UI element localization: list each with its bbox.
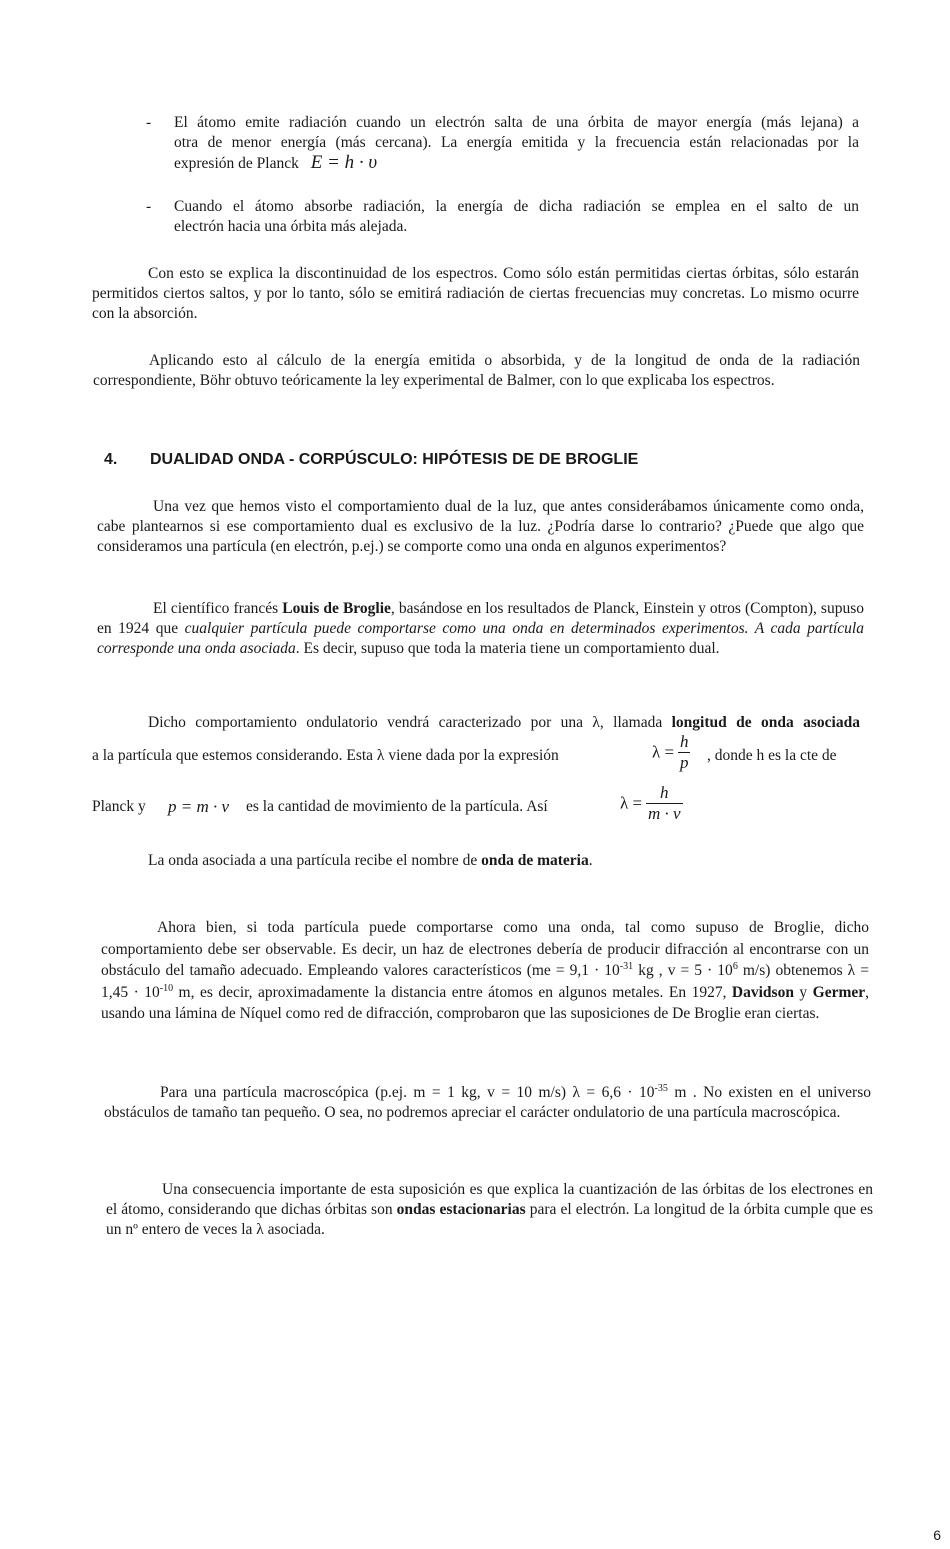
paragraph-davidson-germer bbox=[101, 917, 869, 1025]
fraction-numerator: h bbox=[679, 732, 689, 751]
text-span: Una consecuencia importante de esta suposición es que explica la cuantización de las órbitas de los electrones en el átomo, considerando que dichas órbitas son bbox=[106, 1181, 873, 1218]
paragraph-wavelength-line-2b: , donde h es la cte de bbox=[707, 747, 837, 764]
text-span: kg , v = 5 · 10 bbox=[633, 962, 733, 979]
paragraph-wavelength-line-3b: es la cantidad de movimiento de la partícula. Así bbox=[246, 798, 548, 815]
text-span: Ahora bien, si toda partícula puede comportarse como una onda, tal como supuso de Broglie, dicho comportamiento debe ser observable. Es decir, un haz de electrones debería de producir difracción al encontrarse con un obstáculo del tamaño adecuado. Empleando valores característicos (me = 9,1 · 10 bbox=[101, 919, 869, 979]
fraction-numerator: h bbox=[646, 784, 683, 804]
bullet-dash: - bbox=[146, 114, 152, 131]
bullet-dash: - bbox=[146, 198, 152, 215]
name-germer: Germer bbox=[812, 983, 866, 1001]
de-broglie-formula-mv bbox=[620, 784, 683, 823]
bullet-1-line-3-text: expresión de Planck bbox=[174, 155, 299, 172]
formula-lhs: λ = bbox=[620, 793, 643, 813]
text-span: m, es decir, aproximadamente la distancia entre átomos en algunos metales. En 1927, bbox=[173, 983, 732, 1001]
fraction-h-over-mv bbox=[646, 784, 683, 823]
text-span: a la partícula que estemos considerando. Esta λ viene dada por la expresión bbox=[92, 747, 559, 764]
name-louis-de-broglie: Louis de Broglie bbox=[282, 600, 391, 617]
text-span: , usando una lámina de Níquel como red de difracción, comprobaron que las suposiciones de De Broglie eran ciertas. bbox=[101, 983, 870, 1022]
de-broglie-formula bbox=[652, 733, 690, 772]
exponent: -10 bbox=[159, 982, 174, 994]
text-span: y bbox=[793, 983, 813, 1001]
bullet-1-line-2: otra de menor energía (más cercana). La energía emitida y la frecuencia están relacionadas por la bbox=[174, 134, 859, 151]
text-span: La onda asociada a una partícula recibe el nombre de bbox=[148, 852, 482, 869]
paragraph-matter-wave bbox=[148, 851, 593, 871]
fraction-h-over-p bbox=[678, 733, 691, 772]
exponent: -31 bbox=[619, 961, 634, 972]
bullet-1-text bbox=[174, 113, 859, 174]
fraction-denominator: m · v bbox=[647, 804, 681, 823]
bullet-2-text bbox=[174, 197, 859, 237]
text-span: m/s) obtenemos λ = 1,45 · 10 bbox=[101, 962, 869, 1001]
text-span: Para una partícula macroscópica (p.ej. m = 1 kg, v = 10 m/s) λ = 6,6 · 10 bbox=[160, 1084, 655, 1101]
bullet-1-line-1: El átomo emite radiación cuando un electrón salta de una órbita de mayor energía (más lejana) a bbox=[174, 114, 859, 131]
text-span: El científico francés bbox=[153, 600, 283, 617]
exponent: 6 bbox=[732, 961, 738, 972]
name-davidson: Davidson bbox=[731, 983, 794, 1001]
section-title: DUALIDAD ONDA - CORPÚSCULO: HIPÓTESIS DE DE BROGLIE bbox=[150, 451, 639, 468]
text-span: . bbox=[588, 852, 593, 869]
paragraph-macroscopic bbox=[104, 1083, 871, 1123]
paragraph-dual-question: Una vez que hemos visto el comportamiento dual de la luz, que antes considerábamos únicamente como onda, cabe plantearnos si ese comportamiento dual es exclusivo de la luz. ¿Podría darse lo contrario? ¿Puede que algo que consideramos una partícula (en electrón, p.ej.) se comporte como una onda en algunos experimentos? bbox=[97, 498, 864, 555]
paragraph-bohr: Aplicando esto al cálculo de la energía emitida o absorbida, y de la longitud de onda de la radiación correspondiente, Böhr obtuvo teóricamente la ley experimental de Balmer, con lo que explicaba los espectros. bbox=[93, 352, 860, 389]
page-number: 6 bbox=[933, 1527, 941, 1543]
paragraph-spectra: Con esto se explica la discontinuidad de los espectros. Como sólo están permitidas ciertas órbitas, sólo estarán permitidos ciertos saltos, y por lo tanto, sólo se emitirá radiación de ciertas frecuencias muy concretas. Lo mismo ocurre con la absorción. bbox=[92, 265, 859, 322]
formula-lhs: λ = bbox=[652, 742, 675, 762]
text-span: . Es decir, supuso que toda la materia tiene un comportamiento dual. bbox=[295, 640, 720, 657]
bullet-2-line-1: Cuando el átomo absorbe radiación, la energía de dicha radiación se emplea en el salto de un bbox=[174, 198, 859, 215]
paragraph-wavelength-line-3a: Planck y bbox=[92, 798, 146, 815]
text-span: , basándose en los resultados de Planck, Einstein y otros (Compton), supuso en 1924 que bbox=[97, 600, 864, 637]
bullet-1-line-3 bbox=[174, 153, 859, 174]
bullet-2-line-2: electrón hacia una órbita más alejada. bbox=[174, 218, 408, 235]
planck-formula: E = h · υ bbox=[310, 152, 378, 173]
exponent: -35 bbox=[654, 1083, 668, 1094]
paragraph-wavelength-line-2 bbox=[92, 746, 559, 766]
paragraph-standing-waves bbox=[106, 1180, 873, 1240]
term-standing-waves: ondas estacionarias bbox=[396, 1201, 526, 1218]
section-number: 4. bbox=[104, 451, 118, 468]
text-span: m . No existen en el universo obstáculos de tamaño tan pequeño. O sea, no podremos apreciar el carácter ondulatorio de una partícula macroscópica. bbox=[104, 1084, 871, 1121]
text-span: para el electrón. La longitud de la órbita cumple que es un nº entero de veces la λ asociada. bbox=[106, 1201, 874, 1238]
term-associated-wavelength: longitud de onda asociada bbox=[671, 714, 860, 731]
paragraph-de-broglie bbox=[97, 599, 864, 659]
hypothesis-italic: cualquier partícula puede comportarse como una onda en determinados experimentos. A cada partícula corresponde una onda asociada bbox=[97, 620, 864, 657]
fraction-denominator: p bbox=[679, 753, 689, 772]
text-span: Dicho comportamiento ondulatorio vendrá caracterizado por una λ, llamada bbox=[148, 714, 672, 731]
term-matter-wave: onda de materia bbox=[481, 852, 589, 869]
momentum-formula: p = m · v bbox=[168, 797, 230, 816]
paragraph-wavelength-line-1 bbox=[148, 713, 860, 733]
